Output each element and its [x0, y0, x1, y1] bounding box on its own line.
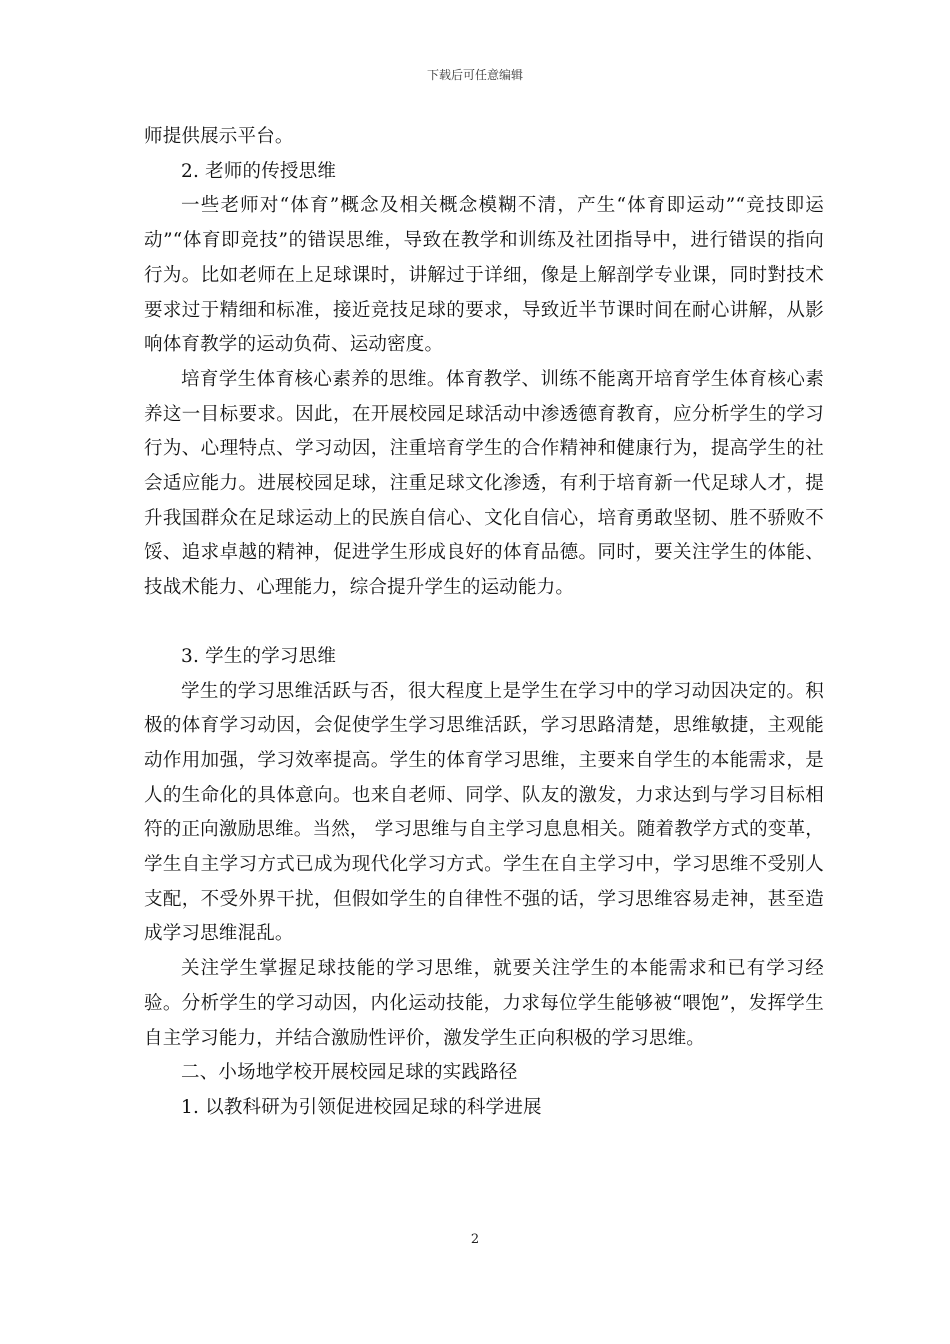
paragraph: 一些老师对“体育”概念及相关概念模糊不清，产生“体育即运动”“竞技即运动”“体育即竞技”的错误思维，导致在教学和训练及社团指导中，进行错误的指向行为。比如老师在上足球课时，讲解过于详细，像是上解剖学专业课，同时對技术要求过于精细和标准，接近竞技足球的要求，导致近半节课时间在耐心讲解，从影响体育教学的运动负荷、运动密度。 — [144, 195, 824, 356]
section-heading-student-thinking: 3. 学生的学习思维 — [181, 645, 337, 667]
paragraph: 关注学生掌握足球技能的学习思维，就要关注学生的本能需求和已有学习经验。分析学生的学习动因，内化运动技能，力求每位学生能够被“喂饱”，发挥学生自主学习能力，并结合激励性评价，激发学生正向积极的学习思维。 — [144, 958, 824, 1049]
paragraph-gap — [144, 606, 824, 640]
section-heading-practice-path: 二、小场地学校开展校园足球的实践路径 — [181, 1062, 518, 1084]
document-body — [144, 120, 824, 1126]
page-header: 下载后可任意编辑 — [426, 68, 523, 82]
subsection-heading-research: 1. 以教科研为引领促进校园足球的科学进展 — [181, 1096, 542, 1118]
section-heading-teacher-thinking: 2. 老师的传授思维 — [181, 160, 337, 182]
paragraph: 培育学生体育核心素养的思维。体育教学、训练不能离开培育学生体育核心素养这一目标要求。因此，在开展校园足球活动中渗透德育教育，应分析学生的学习行为、心理特点、学习动因，注重培育学生的合作精神和健康行为，提高学生的社会适应能力。进展校园足球，注重足球文化渗透，有利于培育新一代足球人才，提升我国群众在足球运动上的民族自信心、文化自信心，培育勇敢坚韧、胜不骄败不馁、追求卓越的精神，促进学生形成良好的体育品德。同时，要关注学生的体能、技战术能力、心理能力，综合提升学生的运动能力。 — [144, 368, 824, 599]
paragraph-continuation: 师提供展示平台。 — [144, 126, 294, 147]
paragraph: 学生的学习思维活跃与否，很大程度上是学生在学习中的学习动因决定的。积极的体育学习动因，会促使学生学习思维活跃，学习思路清楚，思维敏捷，主观能动作用加强，学习效率提高。学生的体育学习思维，主要来自学生的本能需求，是人的生命化的具体意向。也来自老师、同学、队友的激发，力求达到与学习目标相符的正向激励思维。当然， 学习思维与自主学习息息相关。随着教学方式的变革，学生自主学习方式已成为现代化学习方式。学生在自主学习中，学习思维不受别人支配，不受外界干扰，但假如学生的自律性不强的话，学习思维容易走神，甚至造成学习思维混乱。 — [144, 680, 824, 945]
page-number: 2 — [470, 1232, 480, 1247]
